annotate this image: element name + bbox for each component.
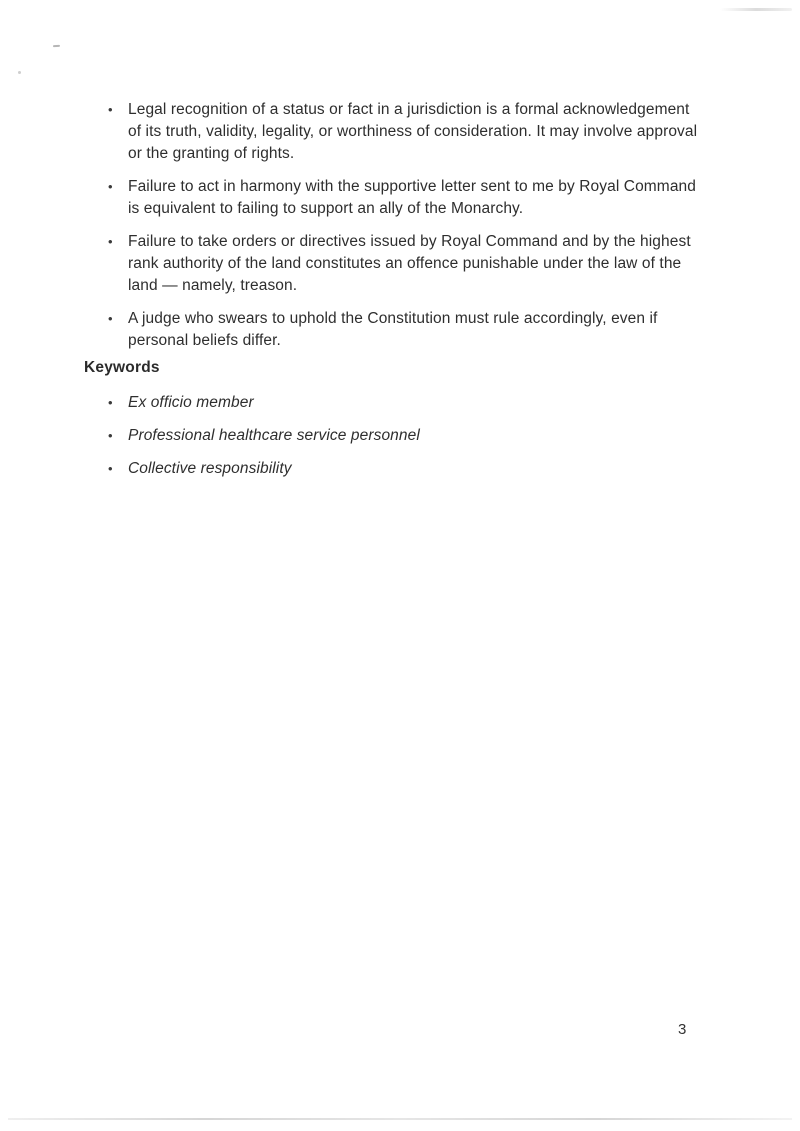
page-number: 3 — [678, 1021, 687, 1038]
bullet-text: Failure to act in harmony with the supportive letter sent to me by Royal Command is equivalent to failing to support an ally of the Monarchy. — [128, 178, 696, 217]
bullet-item — [84, 231, 704, 297]
keyword-text: Ex officio member — [128, 394, 254, 411]
scan-artifact-dash — [53, 45, 60, 47]
bullet-icon: • — [108, 179, 113, 194]
keyword-item — [84, 392, 704, 414]
keywords-list — [84, 392, 704, 480]
bullet-item — [84, 176, 704, 220]
bullet-icon: • — [108, 311, 113, 326]
bullet-text: A judge who swears to uphold the Constitution must rule accordingly, even if personal beliefs differ. — [128, 310, 658, 349]
keyword-item — [84, 458, 704, 480]
bullet-icon: • — [108, 102, 113, 117]
bullet-item — [84, 308, 704, 352]
bullet-icon: • — [108, 234, 113, 249]
page-content — [84, 99, 704, 491]
keyword-text: Collective responsibility — [128, 460, 292, 477]
keyword-item — [84, 425, 704, 447]
scan-artifact-smudge — [720, 8, 792, 11]
keyword-text: Professional healthcare service personnel — [128, 427, 420, 444]
keywords-heading: Keywords — [84, 359, 160, 376]
bullet-text: Legal recognition of a status or fact in a jurisdiction is a formal acknowledgement of its truth, validity, legality, or worthiness of consideration. It may involve approval or the granting of rights. — [128, 101, 698, 162]
bullet-item — [84, 99, 704, 165]
bullet-icon: • — [108, 428, 113, 443]
scan-artifact-bottom-edge — [8, 1118, 792, 1120]
bullet-text: Failure to take orders or directives issued by Royal Command and by the highest rank authority of the land constitutes an offence punishable under the law of the land — namely, treason. — [128, 233, 691, 294]
bullet-icon: • — [108, 461, 113, 476]
bullet-icon: • — [108, 395, 113, 410]
scan-artifact-dot — [18, 71, 21, 74]
body-bullet-list — [84, 99, 704, 352]
